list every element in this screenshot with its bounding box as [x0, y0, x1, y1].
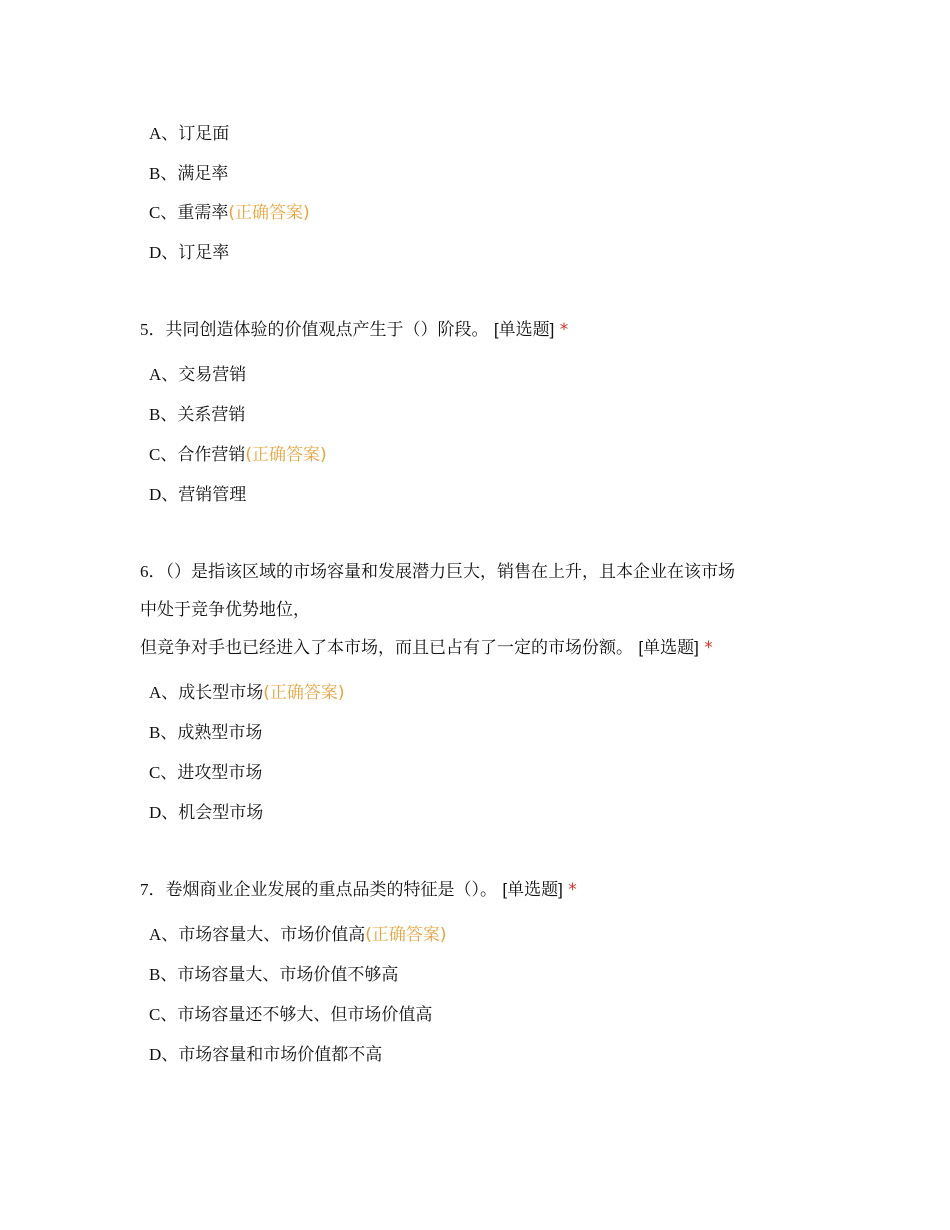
- question-text: 卷烟商业企业发展的重点品类的特征是（）。: [165, 880, 497, 900]
- option-text: 进攻型市场: [177, 763, 263, 783]
- option-letter: B、: [149, 405, 178, 424]
- question-6-title-line-2: [140, 598, 310, 622]
- question-text: 共同创造体验的价值观点产生于（）阶段。: [165, 320, 489, 340]
- question-number: 7．: [140, 880, 166, 899]
- q4-option-c[interactable]: [149, 201, 310, 225]
- option-letter: C、: [149, 1005, 178, 1024]
- option-letter: A、: [149, 925, 179, 944]
- option-text: 营销管理: [178, 485, 247, 505]
- required-mark: *: [559, 320, 569, 340]
- option-letter: D、: [149, 243, 179, 262]
- question-text: （）是指该区域的市场容量和发展潜力巨大，销售在上升，且本企业在该市场: [165, 562, 735, 582]
- required-mark: *: [568, 880, 577, 900]
- q5-option-c[interactable]: [149, 443, 327, 467]
- option-letter: C、: [149, 203, 178, 222]
- option-text: 关系营销: [177, 405, 246, 425]
- option-letter: C、: [149, 445, 178, 464]
- option-letter: A、: [149, 124, 179, 143]
- option-text: 满足率: [177, 164, 229, 184]
- option-letter: D、: [149, 803, 179, 822]
- option-text: 成长型市场: [178, 683, 264, 703]
- option-letter: B、: [149, 723, 178, 742]
- correct-answer-mark: (正确答案): [228, 203, 310, 223]
- question-5-title: [140, 318, 568, 342]
- q5-option-a[interactable]: [149, 363, 246, 387]
- q4-option-d[interactable]: [149, 241, 229, 265]
- option-text: 市场容量大、市场价值高: [178, 925, 366, 945]
- q5-option-d[interactable]: [149, 483, 246, 507]
- q4-option-b[interactable]: [149, 162, 228, 186]
- option-text: 订足率: [178, 243, 230, 263]
- option-text: 市场容量还不够大、但市场价值高: [177, 1005, 433, 1025]
- question-6-title-line-3: [140, 636, 713, 660]
- option-text: 交易营销: [178, 365, 247, 385]
- q6-option-d[interactable]: [149, 801, 263, 825]
- question-number: 5．: [140, 320, 166, 339]
- question-6-title-line-1: [140, 560, 735, 584]
- correct-answer-mark: (正确答案): [245, 445, 327, 465]
- option-text: 合作营销: [177, 445, 246, 465]
- question-type: [单选题]: [493, 320, 555, 339]
- required-mark: *: [704, 638, 713, 658]
- correct-answer-mark: (正确答案): [365, 925, 447, 945]
- question-7-title: [140, 878, 577, 902]
- question-text: 但竞争对手也已经进入了本市场，而且已占有了一定的市场份额。: [140, 638, 633, 658]
- q6-option-a[interactable]: [149, 681, 345, 705]
- option-letter: A、: [149, 365, 179, 384]
- q7-option-c[interactable]: [149, 1003, 432, 1027]
- option-text: 成熟型市场: [177, 723, 263, 743]
- option-letter: B、: [149, 965, 178, 984]
- option-letter: C、: [149, 763, 178, 782]
- option-letter: A、: [149, 683, 179, 702]
- question-type: [单选题]: [638, 638, 699, 657]
- option-letter: D、: [149, 1045, 179, 1064]
- option-text: 市场容量和市场价值都不高: [178, 1045, 383, 1065]
- option-text: 市场容量大、市场价值不够高: [177, 965, 399, 985]
- q4-option-a[interactable]: [149, 122, 229, 146]
- option-text: 订足面: [178, 124, 230, 144]
- option-text: 重需率: [177, 203, 229, 223]
- correct-answer-mark: (正确答案): [263, 683, 345, 703]
- q6-option-c[interactable]: [149, 761, 262, 785]
- question-text: 中处于竞争优势地位，: [140, 600, 310, 620]
- question-type: [单选题]: [502, 880, 563, 899]
- question-number: 6．: [140, 562, 166, 581]
- q7-option-b[interactable]: [149, 963, 398, 987]
- option-letter: D、: [149, 485, 179, 504]
- q6-option-b[interactable]: [149, 721, 262, 745]
- q7-option-d[interactable]: [149, 1043, 382, 1067]
- option-text: 机会型市场: [178, 803, 264, 823]
- q7-option-a[interactable]: [149, 923, 447, 947]
- option-letter: B、: [149, 164, 178, 183]
- q5-option-b[interactable]: [149, 403, 245, 427]
